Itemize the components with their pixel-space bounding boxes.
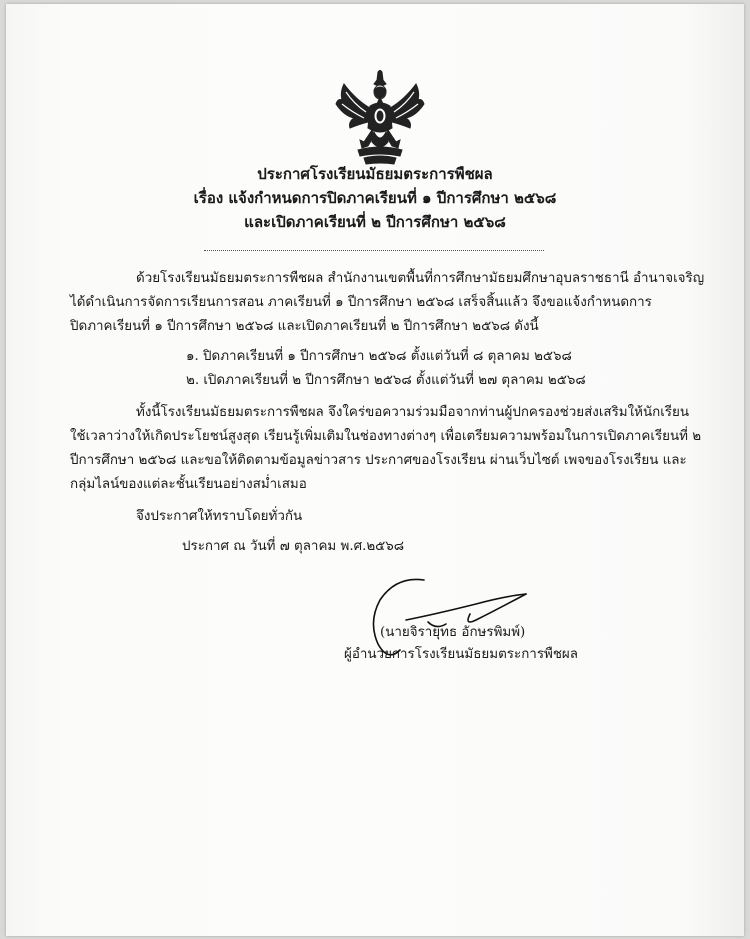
announcement-subject-continued: และเปิดภาคเรียนที่ ๒ ปีการศึกษา ๒๕๖๘ — [244, 213, 506, 231]
garuda-emblem-icon — [334, 70, 426, 168]
request-line: ใช้เวลาว่างให้เกิดประโยชน์สูงสุด เรียนรู้เพิ่มเติมในช่องทางต่างๆ เพื่อเตรียมความพร้อมในการเปิดภาคเรียนที่ ๒ — [70, 429, 702, 444]
announcement-date: ประกาศ ณ วันที่ ๗ ตุลาคม พ.ศ.๒๕๖๘ — [182, 539, 405, 554]
request-line: ทั้งนี้โรงเรียนมัธยมตระการพืชผล จึงใคร่ขอความร่วมมือจากท่านผู้ปกครองช่วยส่งเสริมให้นักเรียน — [136, 405, 689, 420]
signer-title: ผู้อำนวยการโรงเรียนมัธยมตระการพืชผล — [344, 647, 578, 662]
announcement-page — [6, 4, 744, 936]
dotted-divider — [204, 250, 544, 251]
request-line: ปีการศึกษา ๒๕๖๘ และขอให้ติดตามข้อมูลข่าวสาร ประกาศของโรงเรียน ผ่านเว็บไซต์ เพจของโรงเรียน และ — [70, 453, 687, 468]
schedule-item-open: ๒. เปิดภาคเรียนที่ ๒ ปีการศึกษา ๒๕๖๘ ตั้งแต่วันที่ ๒๗ ตุลาคม ๒๕๖๘ — [186, 373, 586, 388]
intro-line: ปิดภาคเรียนที่ ๑ ปีการศึกษา ๒๕๖๘ และเปิดภาคเรียนที่ ๒ ปีการศึกษา ๒๕๖๘ ดังนี้ — [70, 319, 539, 334]
announcement-subject: เรื่อง แจ้งกำหนดการปิดภาคเรียนที่ ๑ ปีการศึกษา ๒๕๖๘ — [193, 189, 557, 207]
signer-name: (นายจิรายุทธ อักษรพิมพ์) — [380, 625, 526, 640]
intro-line: ได้ดำเนินการจัดการเรียนการสอน ภาคเรียนที่ ๑ ปีการศึกษา ๒๕๖๘ เสร็จสิ้นแล้ว จึงขอแจ้งกำหนดการ — [70, 295, 652, 310]
intro-line: ด้วยโรงเรียนมัธยมตระการพืชผล สำนักงานเขตพื้นที่การศึกษามัธยมศึกษาอุบลราชธานี อำนาจเจริญ — [136, 271, 705, 286]
schedule-item-close: ๑. ปิดภาคเรียนที่ ๑ ปีการศึกษา ๒๕๖๘ ตั้งแต่วันที่ ๘ ตุลาคม ๒๕๖๘ — [186, 349, 572, 364]
announcement-title: ประกาศโรงเรียนมัธยมตระการพืชผล — [257, 165, 493, 183]
request-line: กลุ่มไลน์ของแต่ละชั้นเรียนอย่างสม่ำเสมอ — [70, 477, 307, 492]
closing-statement: จึงประกาศให้ทราบโดยทั่วกัน — [136, 509, 303, 524]
